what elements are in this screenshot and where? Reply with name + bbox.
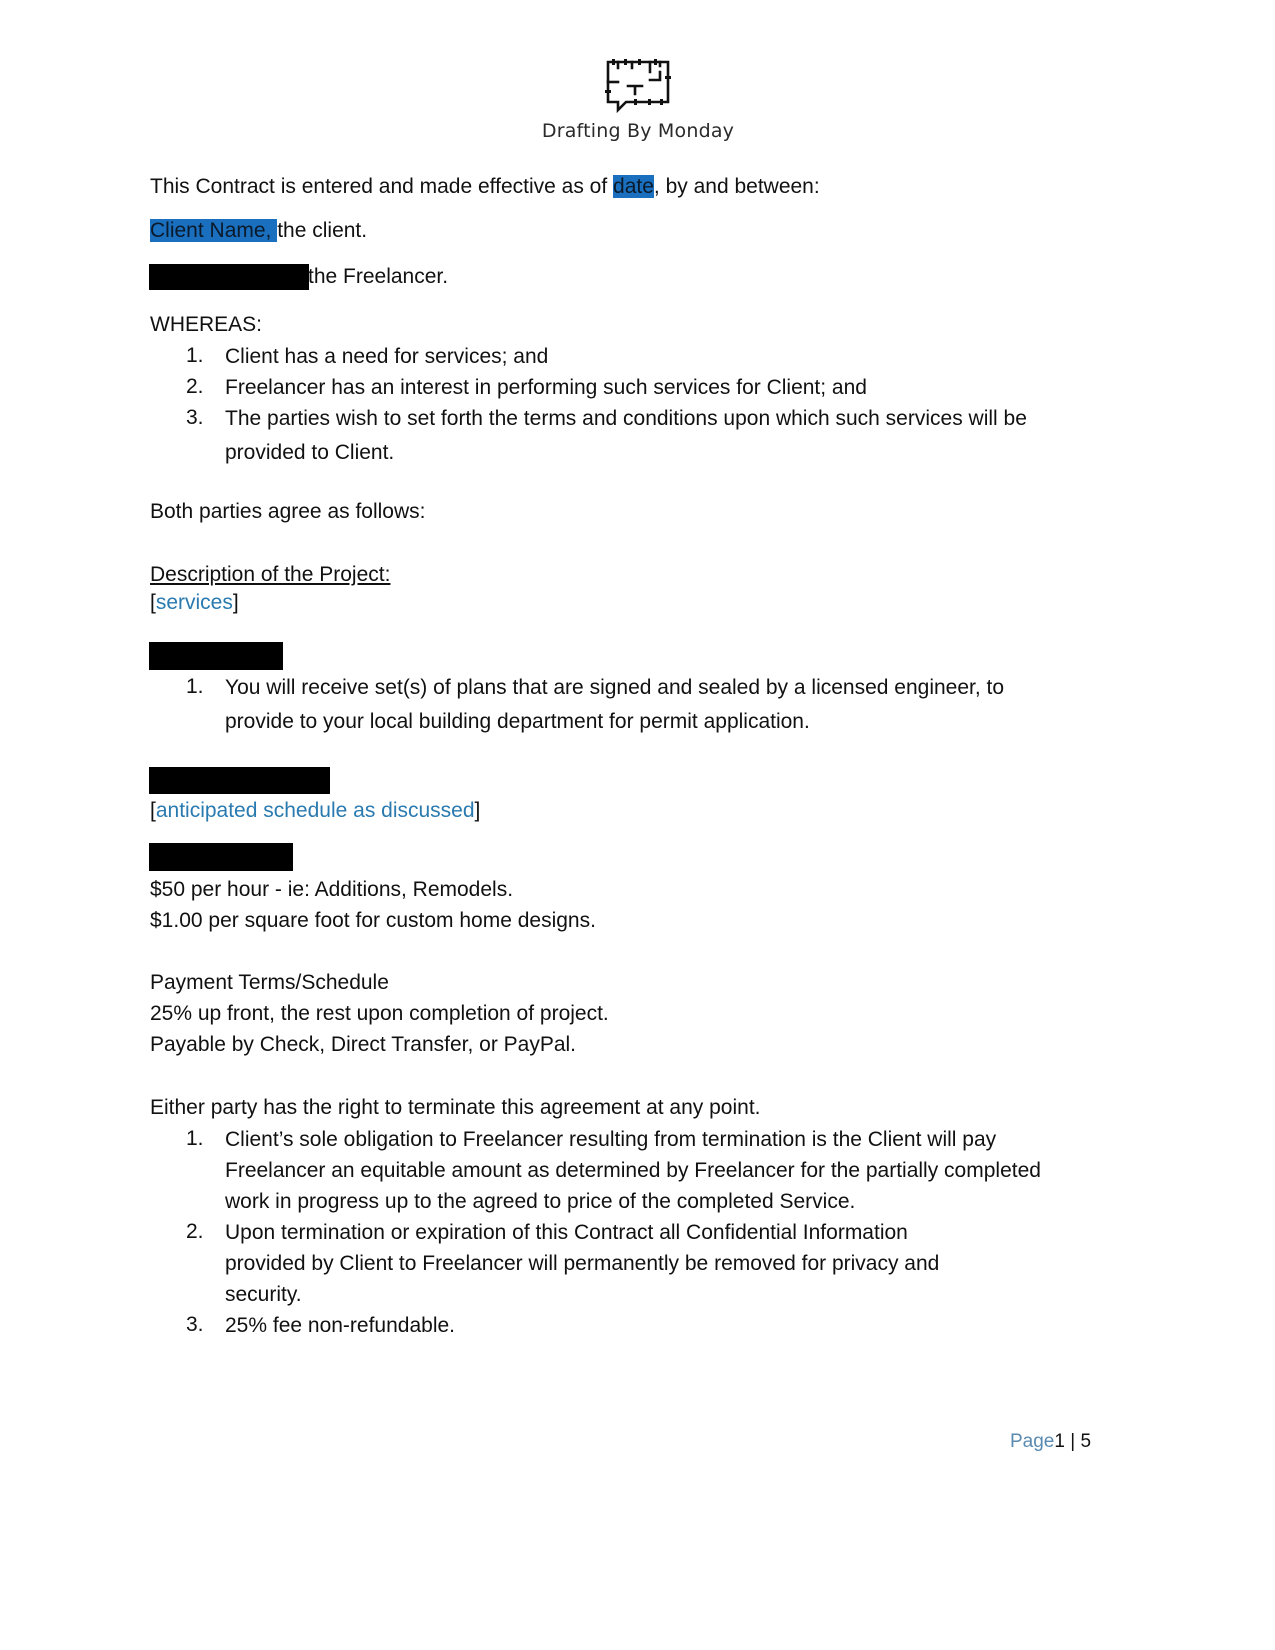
list-item: Upon termination or expiration of this Contract all Confidential Information (225, 1221, 908, 1244)
intro-paragraph (150, 172, 820, 202)
redaction-bar (149, 642, 283, 670)
termination-intro: Either party has the right to terminate this agreement at any point. (150, 1096, 761, 1119)
redaction-bar (149, 767, 330, 794)
list-number: 1. (186, 1127, 204, 1150)
date-placeholder: date (613, 175, 654, 198)
client-line-text: the client. (277, 219, 368, 242)
company-name: Drafting By Monday (541, 120, 735, 142)
floor-plan-icon (604, 56, 672, 116)
payment-line: 25% up front, the rest upon completion of project. (150, 1002, 609, 1025)
list-item: Client’s sole obligation to Freelancer resulting from termination is the Client will pay (225, 1128, 997, 1151)
list-number: 3. (186, 1313, 204, 1336)
page-number (1010, 1430, 1091, 1454)
whereas-heading: WHEREAS: (150, 313, 263, 336)
bracket-close: ] (232, 591, 239, 614)
list-item-continued: work in progress up to the agreed to price of the completed Service. (225, 1190, 856, 1213)
project-heading: Description of the Project: (150, 563, 391, 586)
payment-line: Payable by Check, Direct Transfer, or PayPal. (150, 1033, 577, 1056)
list-item-continued: provided by Client to Freelancer will permanently be removed for privacy and (225, 1252, 940, 1275)
bracket-open: [ (150, 591, 156, 614)
schedule-placeholder: anticipated schedule as discussed (155, 799, 475, 822)
total-pages: 5 (1080, 1431, 1092, 1452)
list-item: Freelancer has an interest in performing such services for Client; and (225, 376, 867, 399)
page-separator: | (1064, 1431, 1081, 1452)
services-placeholder: services (155, 591, 233, 614)
services-placeholder-line (150, 588, 239, 618)
agreement-line: Both parties agree as follows: (150, 500, 426, 523)
list-item-continued: Freelancer an equitable amount as determined by Freelancer for the partially completed (225, 1159, 1041, 1182)
list-item: The parties wish to set forth the terms and conditions upon which such services will be (225, 407, 1027, 430)
current-page: 1 (1054, 1431, 1065, 1452)
list-number: 1. (186, 675, 204, 698)
list-item: 25% fee non-refundable. (225, 1314, 456, 1337)
schedule-placeholder-line (150, 796, 480, 826)
list-item-continued: provide to your local building department for permit application. (225, 710, 810, 733)
list-item: You will receive set(s) of plans that are signed and sealed by a licensed engineer, to (225, 676, 1005, 699)
list-number: 2. (186, 375, 204, 398)
client-line (150, 216, 367, 246)
bracket-open: [ (150, 799, 156, 822)
company-logo (522, 46, 754, 154)
freelancer-line: the Freelancer. (308, 265, 449, 288)
list-item-continued: provided to Client. (225, 441, 395, 464)
list-item-continued: security. (225, 1283, 302, 1306)
redaction-bar (149, 264, 309, 290)
pricing-line: $50 per hour - ie: Additions, Remodels. (150, 878, 514, 901)
list-number: 2. (186, 1220, 204, 1243)
client-name-placeholder: Client Name, (150, 219, 278, 242)
intro-text-end: , by and between: (653, 175, 820, 198)
page-label: Page (1010, 1431, 1055, 1452)
list-number: 3. (186, 406, 204, 429)
payment-heading: Payment Terms/Schedule (150, 971, 389, 994)
intro-text: This Contract is entered and made effective as of (150, 175, 614, 198)
bracket-close: ] (474, 799, 481, 822)
pricing-line: $1.00 per square foot for custom home designs. (150, 909, 596, 932)
redaction-bar (149, 843, 293, 871)
list-number: 1. (186, 344, 204, 367)
list-item: Client has a need for services; and (225, 345, 549, 368)
